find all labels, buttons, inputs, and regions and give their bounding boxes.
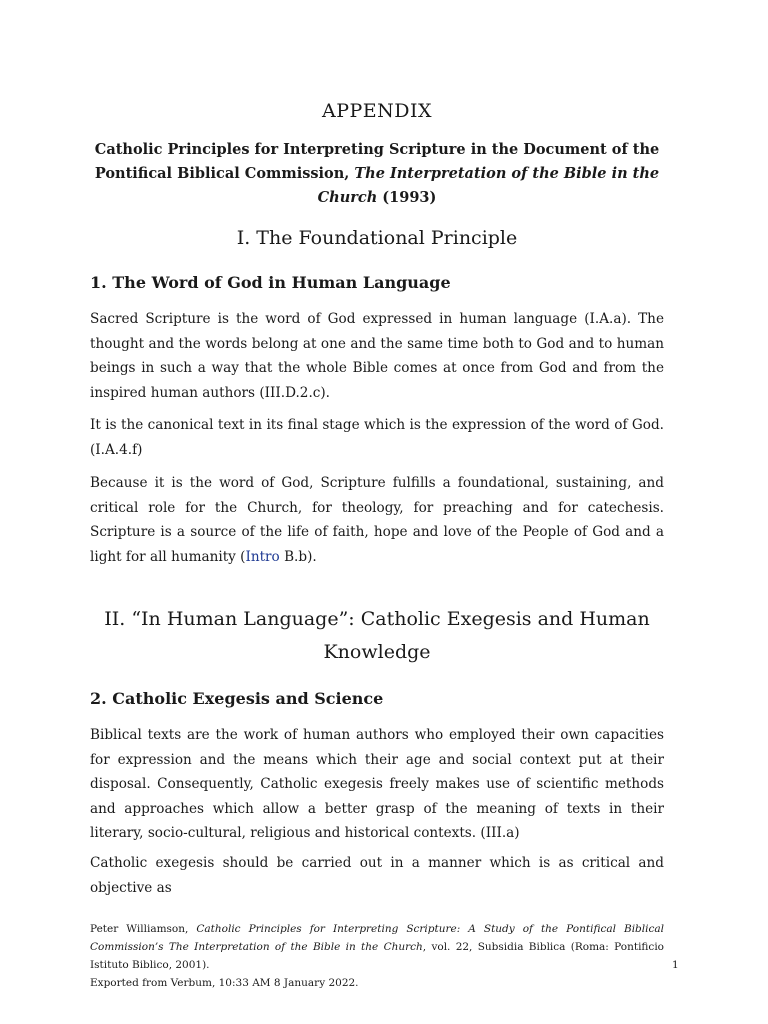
document-subtitle bbox=[90, 138, 664, 210]
footer-citation bbox=[90, 920, 664, 992]
paragraph-2-1: Biblical texts are the work of human authors who employed their own capacities for expression and the means which their age and social context put at their disposal. Consequently, Catholic exegesis freely makes use of scientific methods and approaches which allow a better grasp of the meaning of texts in their literary, socio-cultural, religious and historical contexts. (III.a) bbox=[90, 727, 664, 841]
paragraph-1-2: It is the canonical text in its final stage which is the expression of the word of God. (I.A.4.f) bbox=[90, 417, 664, 458]
subtitle-text: Catholic Principles for Interpreting Scripture in the Document of the Pontifical Biblical Commission, bbox=[94, 141, 660, 182]
intro-link[interactable]: Intro bbox=[245, 548, 280, 565]
subtitle-italic-title: The Interpretation of the Bible in the Church bbox=[317, 165, 660, 206]
footer-publication: , vol. 22, Subsidia Biblica (Roma: Pontificio Istituto Biblico, 2001). bbox=[90, 941, 664, 971]
part-heading-2 bbox=[90, 603, 664, 669]
subtitle-year: (1993) bbox=[377, 189, 437, 206]
footer-author: Peter Williamson, bbox=[90, 923, 197, 935]
section-heading-2: 2. Catholic Exegesis and Science bbox=[90, 689, 384, 708]
paragraph-1-3-end: B.b). bbox=[279, 548, 317, 565]
paragraph-2-2: Catholic exegesis should be carried out in a manner which is as critical and objective as bbox=[90, 855, 664, 896]
part-heading-2-line1: II. “In Human Language”: Catholic Exegesis and Human bbox=[104, 608, 650, 630]
part-heading-1: I. The Foundational Principle bbox=[236, 227, 518, 249]
footer-book-title: Catholic Principles for Interpreting Scripture: A Study of the Pontifical Biblical Commission’s The Interpretation of the Bible in the Church bbox=[90, 923, 664, 953]
paragraph-1-3-text: Because it is the word of God, Scripture fulfills a foundational, sustaining, and critical role for the Church, for theology, for preaching and for catechesis. Scripture is a source of the life of faith, hope and love of the People of God and a light for all humanity ( bbox=[90, 475, 664, 565]
page-number: 1 bbox=[672, 959, 679, 971]
part-heading-2-line2: Knowledge bbox=[323, 641, 431, 663]
appendix-title: APPENDIX bbox=[321, 100, 433, 122]
section-heading-1: 1. The Word of God in Human Language bbox=[90, 273, 451, 292]
footer-export-note: Exported from Verbum, 10:33 AM 8 January 2022. bbox=[90, 977, 359, 989]
paragraph-1-1: Sacred Scripture is the word of God expressed in human language (I.A.a). The thought and the words belong at one and the same time both to God and to human beings in such a way that the whole Bible comes at once from God and from the inspired human authors (III.D.2.c). bbox=[90, 311, 664, 401]
paragraph-1-3 bbox=[90, 471, 664, 569]
